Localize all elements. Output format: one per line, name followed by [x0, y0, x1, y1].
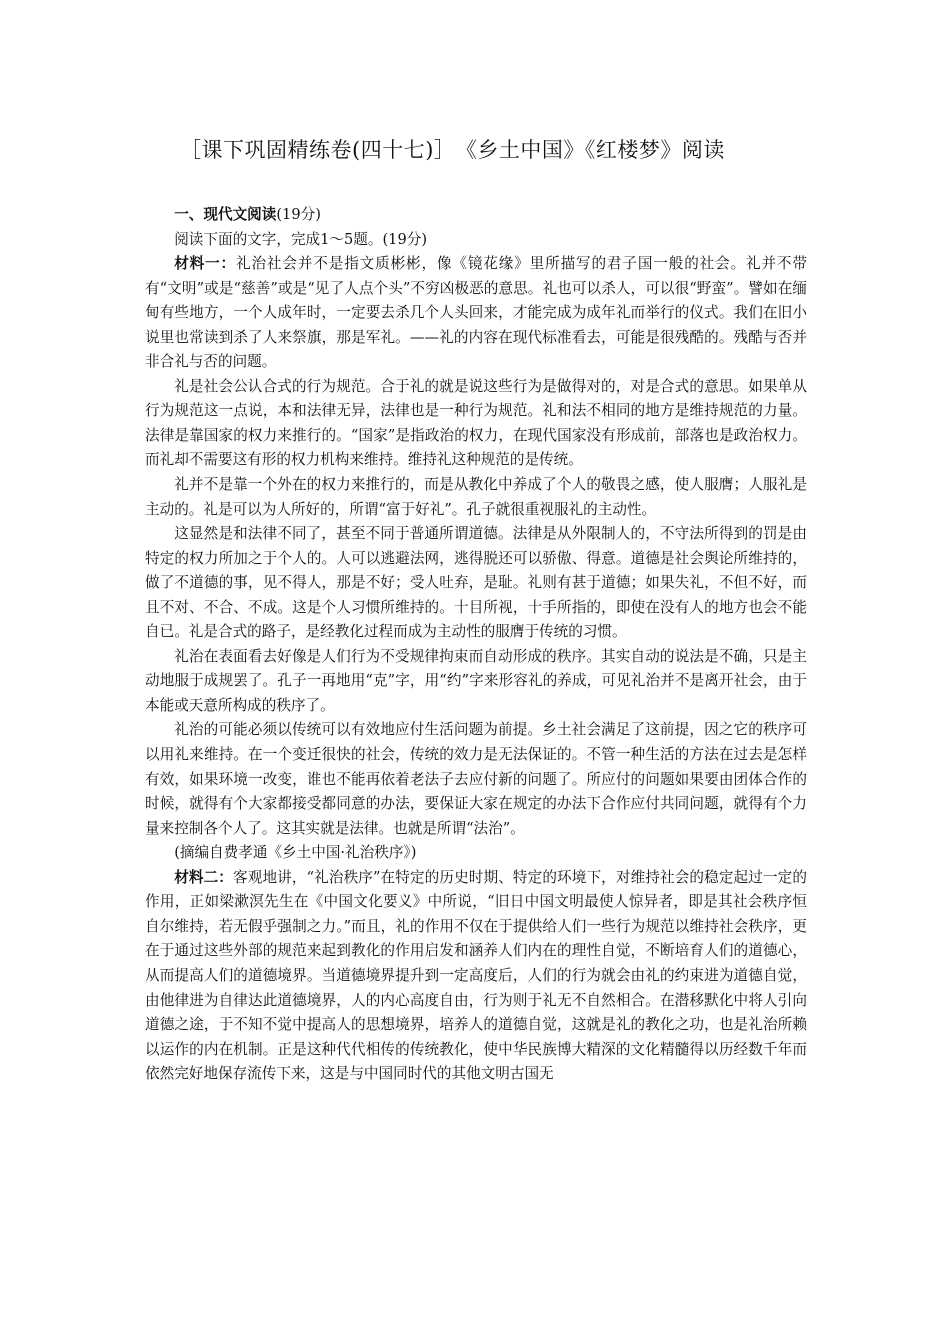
material1-label: 材料一：	[174, 255, 237, 273]
material1-source: (摘编自费孝通《乡土中国·礼治秩序》)	[174, 844, 417, 862]
material1-paragraph-3: 礼并不是靠一个外在的权力来推行的，而是从教化中养成了个人的敬畏之感，使人服膺；人服礼是主动的。礼是可以为人所好的，所谓“富于好礼”。孔子就很重视服礼的主动性。	[145, 476, 807, 518]
material1-paragraph-4: 这显然是和法律不同了，甚至不同于普通所谓道德。法律是从外限制人的，不守法所得到的罚是由特定的权力所加之于个人的。人可以逃避法网，逃得脱还可以骄傲、得意。道德是社会舆论所维持的，做了不道德的事，见不得人，那是不好；受人吐弃，是耻。礼则有甚于道德；如果失礼，不但不好，而且不对、不合、不成。这是个人习惯所维持的。十目所视，十手所指的，即使在没有人的地方也会不能自已。礼是合式的路子，是经教化过程而成为主动性的服膺于传统的习惯。	[145, 525, 807, 641]
section-points: (19分)	[276, 206, 321, 223]
material1-paragraph-6: 礼治的可能必须以传统可以有效地应付生活问题为前提。乡土社会满足了这前提，因之它的秩序可以用礼来维持。在一个变迁很快的社会，传统的效力是无法保证的。不管一种生活的方法在过去是怎样有效，如果环境一改变，谁也不能再依着老法子去应付新的问题了。所应付的问题如果要由团体合作的时候，就得有个大家都接受都同意的办法，要保证大家在规定的办法下合作应付共同问题，就得有个力量来控制各个人了。这其实就是法律。也就是所谓“法治”。	[145, 721, 807, 837]
material1-paragraph-1	[145, 252, 807, 375]
material2-label: 材料二：	[174, 868, 234, 886]
page-title: ［课下巩固精练卷(四十七)］ 《乡土中国》《红楼梦》阅读	[180, 138, 725, 162]
material1-p1-text: 礼治社会并不是指文质彬彬，像《镜花缘》里所描写的君子国一般的社会。礼并不带有“文明”或是“慈善”或是“见了人点个头”不穷凶极恶的意思。礼也可以杀人，可以很“野蛮”。譬如在缅甸有些地方，一个人成年时，一定要去杀几个人头回来，才能完成为成年礼而举行的仪式。我们在旧小说里也常读到杀了人来祭旗，那是军礼。——礼的内容在现代标准看去，可能是很残酷的。残酷与否并非合礼与否的问题。	[145, 255, 807, 371]
material2-paragraph-1	[145, 866, 807, 1087]
material1-paragraph-2: 礼是社会公认合式的行为规范。合于礼的就是说这些行为是做得对的，对是合式的意思。如果单从行为规范这一点说，本和法律无异，法律也是一种行为规范。礼和法不相同的地方是维持规范的力量。法律是靠国家的权力来推行的。“国家”是指政治的权力，在现代国家没有形成前，部落也是政治权力。而礼却不需要这有形的权力机构来维持。维持礼这种规范的是传统。	[145, 377, 807, 469]
section-heading-text: 一、现代文阅读	[174, 206, 277, 223]
document-body	[145, 203, 807, 1087]
section-heading	[145, 203, 807, 228]
material2-p1-text: 客观地讲，“礼治秩序”在特定的历史时期、特定的环境下，对维持社会的稳定起过一定的作用，正如梁漱溟先生在《中国文化要义》中所说，“旧日中国文明最使人惊异者，即是其社会秩序恒自尔维持，若无假乎强制之力。”而且，礼的作用不仅在于提供给人们一些行为规范以维持社会秩序，更在于通过这些外部的规范来起到教化的作用启发和涵养人们内在的理性自觉，不断培育人们的道德心，从而提高人们的道德境界。当道德境界提升到一定高度后，人们的行为就会由礼的约束进为道德自觉，由他律进为自律达此道德境界，人的内心高度自由，行为则于礼无不自然相合。在潜移默化中将人引向道德之途，于不知不觉中提高人的思想境界，培养人的道德自觉，这就是礼的教化之功，也是礼治所赖以运作的内在机制。正是这种代代相传的传统教化，使中华民族博大精深的文化精髓得以历经数千年而依然完好地保存流传下来，这是与中国同时代的其他文明古国无	[145, 868, 807, 1083]
material1-paragraph-5: 礼治在表面看去好像是人们行为不受规律拘束而自动形成的秩序。其实自动的说法是不确，只是主动地服于成规罢了。孔子一再地用“克”字，用“约”字来形容礼的养成，可见礼治并不是离开社会，由于本能或天意所构成的秩序了。	[145, 647, 807, 714]
instruction-text: 阅读下面的文字，完成1～5题。(19分)	[174, 230, 428, 248]
